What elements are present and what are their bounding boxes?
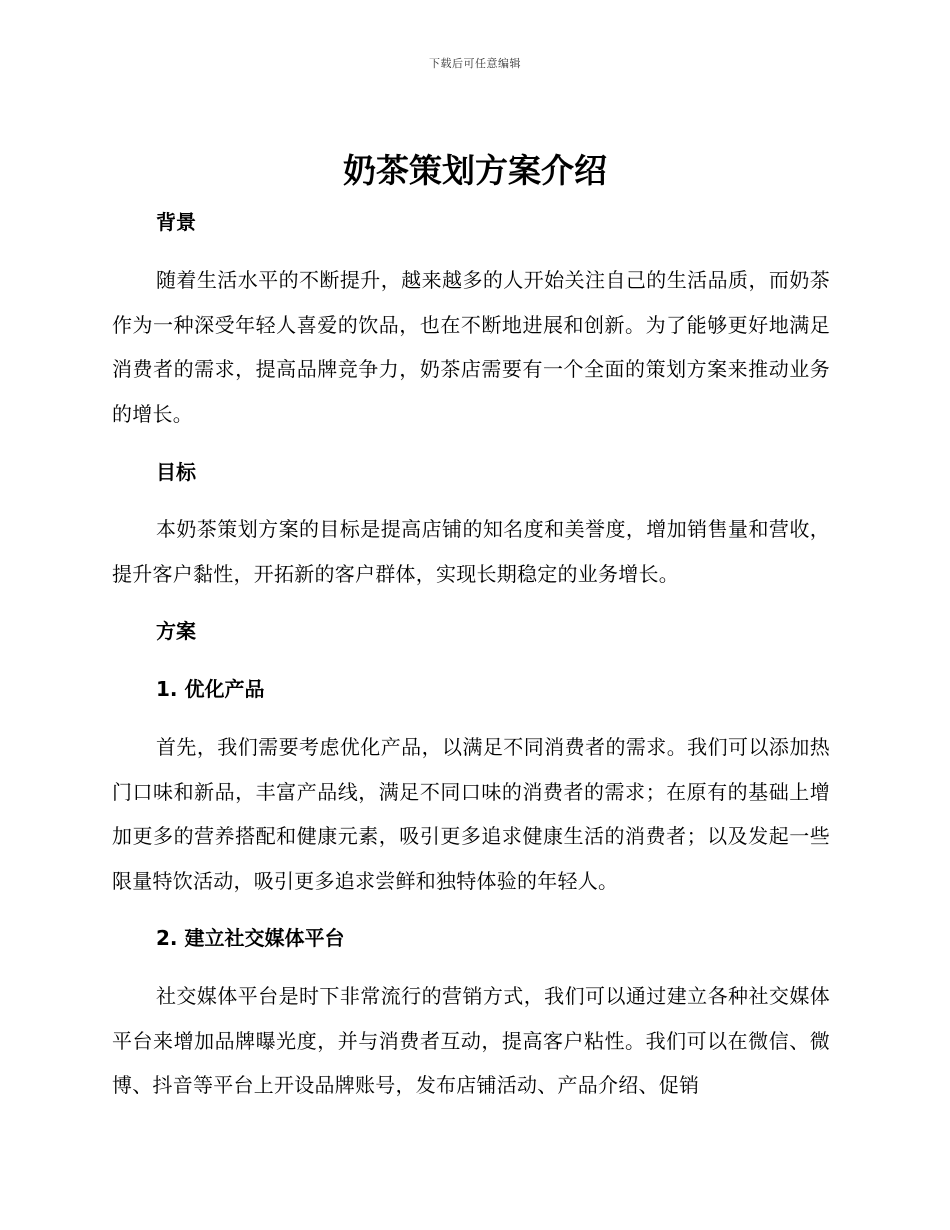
section-heading-social-media: 2. 建立社交媒体平台: [156, 926, 345, 950]
section-heading-plan: 方案: [156, 619, 196, 643]
section-body-social-media: 社交媒体平台是时下非常流行的营销方式，我们可以通过建立各种社交媒体平台来增加品牌曝光度，并与消费者互动，提高客户粘性。我们可以在微信、微博、抖音等平台上开设品牌账号，发布店铺活动、产品介绍、促销: [112, 984, 830, 1098]
section-heading-optimize-product: 1. 优化产品: [156, 677, 265, 701]
section-body-background: 随着生活水平的不断提升，越来越多的人开始关注自己的生活品质，而奶茶作为一种深受年轻人喜爱的饮品，也在不断地进展和创新。为了能够更好地满足消费者的需求，提高品牌竞争力，奶茶店需要有一个全面的策划方案来推动业务的增长。: [112, 268, 830, 427]
section-heading-background: 背景: [156, 210, 196, 234]
section-body-optimize-product: 首先，我们需要考虑优化产品，以满足不同消费者的需求。我们可以添加热门口味和新品，丰富产品线，满足不同口味的消费者的需求；在原有的基础上增加更多的营养搭配和健康元素，吸引更多追求健康生活的消费者；以及发起一些限量特饮活动，吸引更多追求尝鲜和独特体验的年轻人。: [112, 735, 830, 894]
document-title: 奶茶策划方案介绍: [343, 151, 607, 190]
header-note: 下载后可任意编辑: [429, 57, 521, 70]
section-heading-goal: 目标: [156, 460, 196, 484]
section-body-goal: 本奶茶策划方案的目标是提高店铺的知名度和美誉度，增加销售量和营收，提升客户黏性，开拓新的客户群体，实现长期稳定的业务增长。: [112, 517, 830, 586]
